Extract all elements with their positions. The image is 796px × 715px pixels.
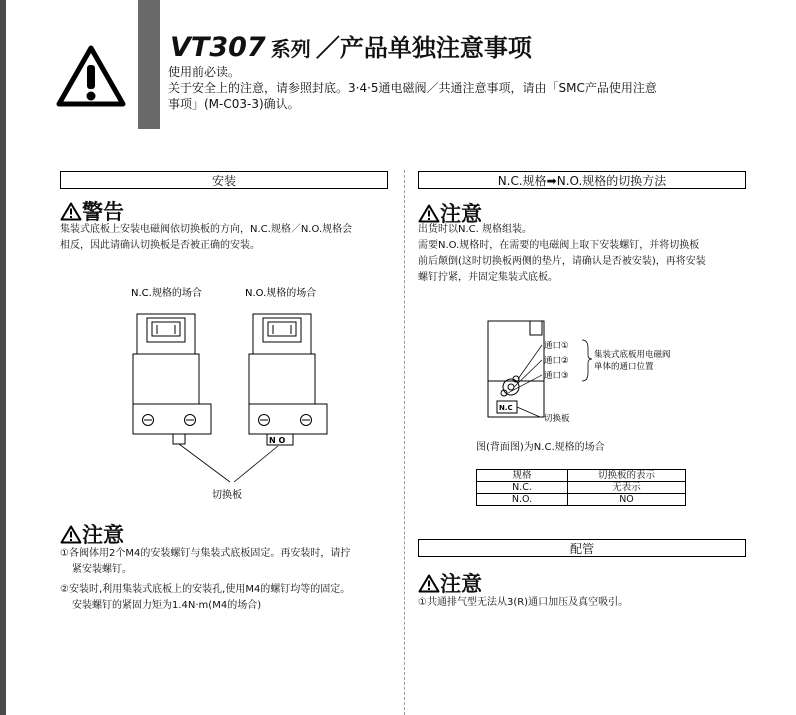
table-header-row (477, 470, 686, 482)
caution-small-icon (418, 204, 440, 223)
nc-plate-marking: N.C (499, 404, 513, 412)
table-cell: 无表示 (568, 482, 686, 494)
warning-small-icon (60, 202, 82, 221)
caution-title-piping: 注意 (440, 572, 482, 596)
title-rest: ／产品单独注意事项 (315, 34, 532, 62)
piping-text (418, 595, 628, 611)
table-row (477, 482, 686, 494)
warning-line-1: 集装式底板上安装电磁阀依切换板的方向，N.C.规格／N.O.规格会 (60, 224, 353, 235)
section-title-piping: 配管 (418, 539, 746, 557)
caution-text-switch (418, 222, 706, 286)
plate-label: 切换板 (212, 490, 242, 501)
section-title-switch: N.C.规格➡N.O.规格的切换方法 (418, 171, 746, 189)
valve-orientation-figure (110, 280, 330, 505)
no-plate-marking: N O (269, 436, 286, 445)
warning-line-2: 相反，因此请确认切换板是否被正确的安装。 (60, 240, 260, 251)
nc-case-label: N.C.规格的场合 (131, 288, 202, 299)
intro-line-3: 事项」(M-C03-3)确认。 (168, 97, 300, 111)
intro-line-1: 使用前必读。 (168, 65, 241, 79)
caution-small-icon (60, 525, 82, 544)
title-series: 系列 (270, 37, 311, 61)
spec-table (476, 469, 686, 506)
caution-item-2-cont: 安装螺钉的紧固力矩为1.4N·m(M4的场合) (72, 600, 262, 611)
header-accent-bar (138, 0, 160, 129)
intro-text (168, 64, 768, 112)
caution-heading-piping (418, 568, 482, 598)
switch-line-4: 螺钉拧紧，并固定集装式底板。 (418, 272, 558, 283)
valve-nc-drawing (133, 314, 211, 444)
port-2-label: 通口② (544, 356, 569, 366)
table-cell: N.C. (477, 482, 568, 494)
table-header-cell: 切换板的表示 (568, 470, 686, 482)
table-row (477, 494, 686, 506)
switch-line-2: 需要N.O.规格时，在需要的电磁阀上取下安装螺钉，并将切换板 (418, 240, 700, 251)
switch-line-1: 出货时以N.C. 规格组装。 (418, 224, 532, 235)
warning-text (60, 222, 352, 254)
left-border-bar (0, 0, 6, 715)
caution-item-2: ②安装时,利用集装式底板上的安装孔,使用M4的螺钉均等的固定。 (60, 584, 351, 595)
caution-item-1: ①各阀体用2个M4的安装螺钉与集装式底板固定。再安装时，请拧 (60, 548, 351, 559)
brace-label-2: 单体的通口位置 (594, 362, 654, 372)
table-cell: N.O. (477, 494, 568, 506)
title-code: VT307 (170, 32, 266, 63)
port-3-label: 通口③ (544, 371, 569, 381)
caution-item-1-cont: 紧安装螺钉。 (72, 564, 132, 575)
switch-line-3: 前后颠倒(这时切换板两侧的垫片，请确认是否被安装)，再将安装 (418, 256, 706, 267)
caution-text-install (60, 546, 350, 614)
brace-label-1: 集装式底板用电磁阀 (594, 350, 671, 360)
intro-line-2: 关于安全上的注意，请参照封底。3·4·5通电磁阀／共通注意事项，请由「SMC产品使用注意 (168, 81, 657, 95)
warning-triangle-icon (56, 45, 126, 107)
switch-plate-label: 切换板 (544, 414, 570, 424)
table-header-cell: 规格 (477, 470, 568, 482)
table-cell: NO (568, 494, 686, 506)
caution-title-switch: 注意 (440, 202, 482, 226)
warning-title: 警告 (82, 200, 124, 224)
port-1-label: 通口① (544, 341, 569, 351)
back-view-figure (470, 315, 710, 433)
caution-title-install: 注意 (82, 523, 124, 547)
piping-line-1: ①共通排气型无法从3(R)通口加压及真空吸引。 (418, 597, 629, 608)
valve-no-drawing (249, 314, 327, 445)
figure-caption: 图(背面图)为N.C.规格的场合 (476, 442, 605, 453)
column-divider (404, 170, 405, 715)
section-title-install: 安装 (60, 171, 388, 189)
no-case-label: N.O.规格的场合 (245, 288, 317, 299)
caution-small-icon (418, 574, 440, 593)
caution-heading-install (60, 519, 124, 549)
page-title (170, 28, 532, 63)
